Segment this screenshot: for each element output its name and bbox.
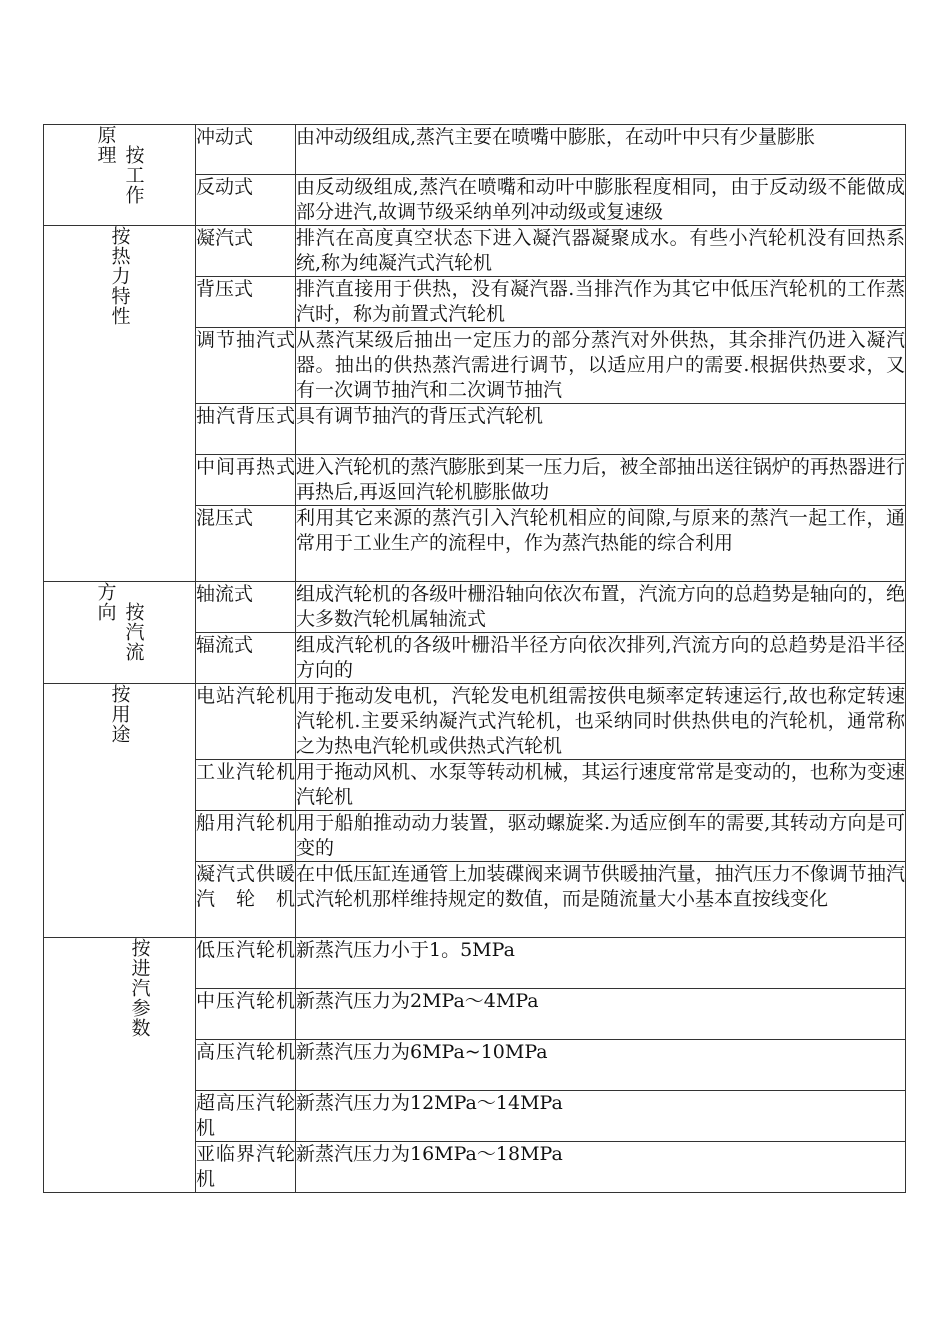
subtype-cell: 抽汽背压式	[196, 404, 296, 455]
description-cell: 用于拖动发电机，汽轮发电机组需按供电频率定转速运行,故也称定转速汽轮机.主要采纳凝汽式汽轮机，也采纳同时供热供电的汽轮机，通常称之为热电汽轮机或供热式汽轮机	[296, 684, 906, 760]
subtype-cell: 凝汽式	[196, 226, 296, 277]
description-cell: 从蒸汽某级后抽出一定压力的部分蒸汽对外供热，其余排汽仍进入凝汽器。抽出的供热蒸汽需进行调节，以适应用户的需要.根据供热要求，又有一次调节抽汽和二次调节抽汽	[296, 328, 906, 404]
table-row	[44, 684, 906, 760]
subtype-cell: 工业汽轮机	[196, 760, 296, 811]
category-text: 按用途	[108, 684, 131, 744]
subtype-cell: 辐流式	[196, 633, 296, 684]
table-row	[44, 125, 906, 175]
category-cell	[44, 125, 196, 226]
table-row	[44, 226, 906, 277]
description-cell: 组成汽轮机的各级叶栅沿半径方向依次排列,汽流方向的总趋势是沿半径方向的	[296, 633, 906, 684]
subtype-cell: 中间再热式	[196, 455, 296, 506]
category-text: 按进汽参数	[128, 938, 151, 1038]
subtype-cell: 反动式	[196, 175, 296, 226]
description-cell: 具有调节抽汽的背压式汽轮机	[296, 404, 906, 455]
description-cell: 在中低压缸连通管上加装碟阀来调节供暖抽汽量，抽汽压力不像调节抽汽式汽轮机那样维持规定的数值，而是随流量大小基本直按线变化	[296, 862, 906, 938]
category-cell	[44, 938, 196, 1193]
subtype-cell: 混压式	[196, 506, 296, 582]
subtype-cell: 背压式	[196, 277, 296, 328]
subtype-cell: 冲动式	[196, 125, 296, 175]
description-cell: 用于拖动风机、水泵等转动机械，其运行速度常常是变动的，也称为变速汽轮机	[296, 760, 906, 811]
description-cell: 排汽在高度真空状态下进入凝汽器凝聚成水。有些小汽轮机没有回热系统,称为纯凝汽式汽轮机	[296, 226, 906, 277]
description-cell: 组成汽轮机的各级叶栅沿轴向依次布置，汽流方向的总趋势是轴向的，绝大多数汽轮机属轴流式	[296, 582, 906, 633]
category-text: 方向	[94, 582, 117, 622]
subtype-cell: 电站汽轮机	[196, 684, 296, 760]
subtype-cell: 船用汽轮机	[196, 811, 296, 862]
description-cell: 由冲动级组成,蒸汽主要在喷嘴中膨胀，在动叶中只有少量膨胀	[296, 125, 906, 175]
subtype-cell: 高压汽轮机	[196, 1040, 296, 1091]
category-text: 原理	[94, 125, 117, 165]
table-row	[44, 582, 906, 633]
subtype-cell: 亚临界汽轮机	[196, 1142, 296, 1193]
category-cell	[44, 226, 196, 582]
description-cell: 用于船舶推动动力装置，驱动螺旋桨.为适应倒车的需要,其转动方向是可变的	[296, 811, 906, 862]
description-cell: 新蒸汽压力为12MPa～14MPa	[296, 1091, 906, 1142]
subtype-cell: 凝汽式供暖汽轮机	[196, 862, 296, 938]
description-cell: 排汽直接用于供热，没有凝汽器.当排汽作为其它中低压汽轮机的工作蒸汽时，称为前置式汽轮机	[296, 277, 906, 328]
description-cell: 由反动级组成,蒸汽在喷嘴和动叶中膨胀程度相同，由于反动级不能做成部分进汽,故调节级采纳单列冲动级或复速级	[296, 175, 906, 226]
category-cell	[44, 684, 196, 938]
description-cell: 新蒸汽压力为2MPa～4MPa	[296, 989, 906, 1040]
category-text: 按热力特性	[108, 226, 131, 326]
subtype-cell: 低压汽轮机	[196, 938, 296, 989]
subtype-cell: 调节抽汽式	[196, 328, 296, 404]
category-text: 按工作	[122, 145, 145, 205]
description-cell: 新蒸汽压力小于1。5MPa	[296, 938, 906, 989]
category-text: 按汽流	[122, 602, 145, 662]
description-cell: 进入汽轮机的蒸汽膨胀到某一压力后，被全部抽出送往锅炉的再热器进行再热后,再返回汽轮机膨胀做功	[296, 455, 906, 506]
subtype-cell: 轴流式	[196, 582, 296, 633]
description-cell: 新蒸汽压力为16MPa～18MPa	[296, 1142, 906, 1193]
category-cell	[44, 582, 196, 684]
subtype-cell: 超高压汽轮机	[196, 1091, 296, 1142]
subtype-cell: 中压汽轮机	[196, 989, 296, 1040]
description-cell: 新蒸汽压力为6MPa~10MPa	[296, 1040, 906, 1091]
table-row	[44, 938, 906, 989]
turbine-classification-table	[43, 124, 906, 1193]
description-cell: 利用其它来源的蒸汽引入汽轮机相应的间隙,与原来的蒸汽一起工作，通常用于工业生产的流程中，作为蒸汽热能的综合利用	[296, 506, 906, 582]
